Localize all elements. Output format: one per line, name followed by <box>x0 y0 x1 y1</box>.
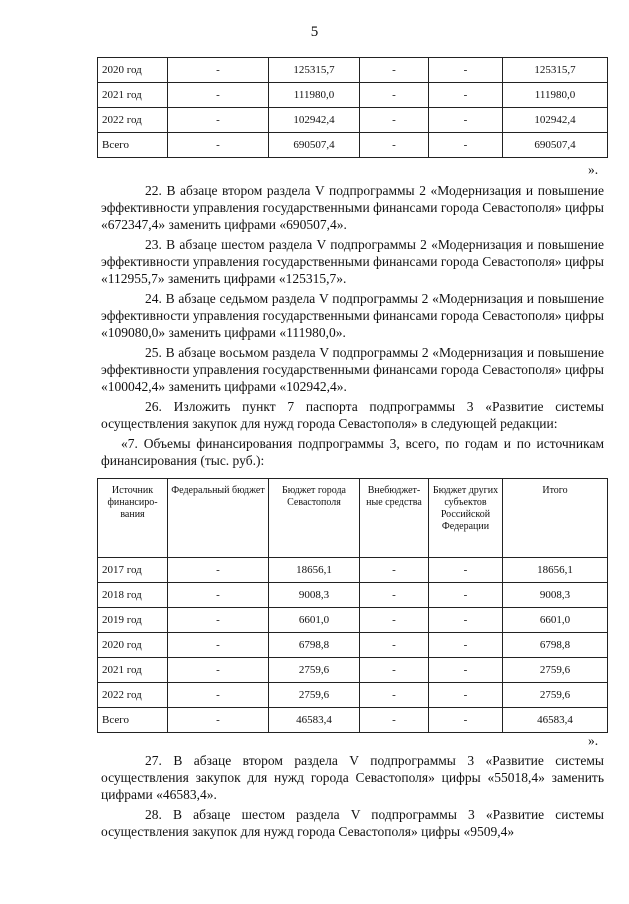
table-row <box>98 133 608 158</box>
row-label: 2018 год <box>98 583 168 608</box>
total-cell: 2759,6 <box>503 658 608 683</box>
other-subjects-cell: - <box>429 683 503 708</box>
city-budget-cell: 2759,6 <box>269 658 360 683</box>
federal-cell: - <box>168 683 269 708</box>
total-cell: 46583,4 <box>503 708 608 733</box>
row-label: Всего <box>98 133 168 158</box>
row-label: 2020 год <box>98 633 168 658</box>
other-subjects-cell: - <box>429 58 503 83</box>
city-budget-cell: 125315,7 <box>269 58 360 83</box>
other-subjects-cell: - <box>429 583 503 608</box>
header-city-budget: Бюджет города Севастополя <box>269 479 360 558</box>
federal-cell: - <box>168 558 269 583</box>
table-row <box>98 708 608 733</box>
extra-budget-cell: - <box>360 608 429 633</box>
total-cell: 690507,4 <box>503 133 608 158</box>
header-extra-budget: Внебюджет-ные средства <box>360 479 429 558</box>
total-cell: 2759,6 <box>503 683 608 708</box>
federal-cell: - <box>168 583 269 608</box>
other-subjects-cell: - <box>429 133 503 158</box>
paragraph-24: 24. В абзаце седьмом раздела V подпрограммы 2 «Модернизация и повышение эффективности управления государственными финансами города Севастополя» цифры «109080,0» заменить цифрами «111980,0». <box>101 291 604 340</box>
table-row <box>98 608 608 633</box>
funding-table-subprogram-3 <box>97 478 608 733</box>
other-subjects-cell: - <box>429 108 503 133</box>
federal-cell: - <box>168 708 269 733</box>
row-label: 2019 год <box>98 608 168 633</box>
table-row <box>98 108 608 133</box>
other-subjects-cell: - <box>429 658 503 683</box>
closing-quote: ». <box>588 733 599 748</box>
other-subjects-cell: - <box>429 633 503 658</box>
row-label: 2022 год <box>98 683 168 708</box>
city-budget-cell: 9008,3 <box>269 583 360 608</box>
city-budget-cell: 2759,6 <box>269 683 360 708</box>
table-row <box>98 583 608 608</box>
table-row <box>98 633 608 658</box>
row-label: 2021 год <box>98 658 168 683</box>
federal-cell: - <box>168 608 269 633</box>
total-cell: 6601,0 <box>503 608 608 633</box>
row-label: Всего <box>98 708 168 733</box>
extra-budget-cell: - <box>360 83 429 108</box>
table-row <box>98 683 608 708</box>
header-total: Итого <box>503 479 608 558</box>
city-budget-cell: 6798,8 <box>269 633 360 658</box>
row-label: 2020 год <box>98 58 168 83</box>
table-intro: «7. Объемы финансирования подпрограммы 3, всего, по годам и по источникам финансирования (тыс. руб.): <box>101 436 604 468</box>
federal-cell: - <box>168 658 269 683</box>
paragraph-27: 27. В абзаце втором раздела V подпрограммы 3 «Развитие системы осуществления закупок для нужд города Севастополя» цифры «55018,4» заменить цифрами «46583,4». <box>101 753 604 802</box>
city-budget-cell: 46583,4 <box>269 708 360 733</box>
total-cell: 18656,1 <box>503 558 608 583</box>
header-source: Источник финансиро-вания <box>98 479 168 558</box>
paragraph-23: 23. В абзаце шестом раздела V подпрограммы 2 «Модернизация и повышение эффективности управления государственными финансами города Севастополя» цифры «112955,7» заменить цифрами «125315,7». <box>101 237 604 286</box>
header-federal: Федеральный бюджет <box>168 479 269 558</box>
federal-cell: - <box>168 633 269 658</box>
closing-quote: ». <box>588 162 599 177</box>
total-cell: 125315,7 <box>503 58 608 83</box>
other-subjects-cell: - <box>429 83 503 108</box>
table-row <box>98 658 608 683</box>
amendment-text-block <box>101 182 604 472</box>
paragraph-25: 25. В абзаце восьмом раздела V подпрограммы 2 «Модернизация и повышение эффективности управления государственными финансами города Севастополя» цифры «100042,4» заменить цифрами «102942,4». <box>101 345 604 394</box>
federal-cell: - <box>168 133 269 158</box>
header-other-subjects: Бюджет других субъектов Российской Федерации <box>429 479 503 558</box>
table-header-row <box>98 479 608 558</box>
amendment-text-block-2 <box>101 752 604 843</box>
table-row <box>98 558 608 583</box>
extra-budget-cell: - <box>360 58 429 83</box>
extra-budget-cell: - <box>360 583 429 608</box>
city-budget-cell: 102942,4 <box>269 108 360 133</box>
other-subjects-cell: - <box>429 558 503 583</box>
extra-budget-cell: - <box>360 683 429 708</box>
extra-budget-cell: - <box>360 108 429 133</box>
total-cell: 6798,8 <box>503 633 608 658</box>
total-cell: 102942,4 <box>503 108 608 133</box>
extra-budget-cell: - <box>360 708 429 733</box>
row-label: 2021 год <box>98 83 168 108</box>
paragraph-28: 28. В абзаце шестом раздела V подпрограммы 3 «Развитие системы осуществления закупок для нужд города Севастополя» цифры «9509,4» <box>101 807 604 839</box>
paragraph-22: 22. В абзаце втором раздела V подпрограммы 2 «Модернизация и повышение эффективности управления государственными финансами города Севастополя» цифры «672347,4» заменить цифрами «690507,4». <box>101 183 604 232</box>
other-subjects-cell: - <box>429 608 503 633</box>
federal-cell: - <box>168 58 269 83</box>
federal-cell: - <box>168 108 269 133</box>
extra-budget-cell: - <box>360 133 429 158</box>
page-number: 5 <box>310 24 319 40</box>
row-label: 2022 год <box>98 108 168 133</box>
other-subjects-cell: - <box>429 708 503 733</box>
city-budget-cell: 690507,4 <box>269 133 360 158</box>
extra-budget-cell: - <box>360 658 429 683</box>
city-budget-cell: 18656,1 <box>269 558 360 583</box>
table-row <box>98 83 608 108</box>
extra-budget-cell: - <box>360 633 429 658</box>
row-label: 2017 год <box>98 558 168 583</box>
extra-budget-cell: - <box>360 558 429 583</box>
total-cell: 111980,0 <box>503 83 608 108</box>
city-budget-cell: 111980,0 <box>269 83 360 108</box>
city-budget-cell: 6601,0 <box>269 608 360 633</box>
table-row <box>98 58 608 83</box>
funding-table-subprogram-2 <box>97 57 608 158</box>
total-cell: 9008,3 <box>503 583 608 608</box>
federal-cell: - <box>168 83 269 108</box>
paragraph-26: 26. Изложить пункт 7 паспорта подпрограммы 3 «Развитие системы осуществления закупок для нужд города Севастополя» в следующей редакции: <box>101 399 604 431</box>
